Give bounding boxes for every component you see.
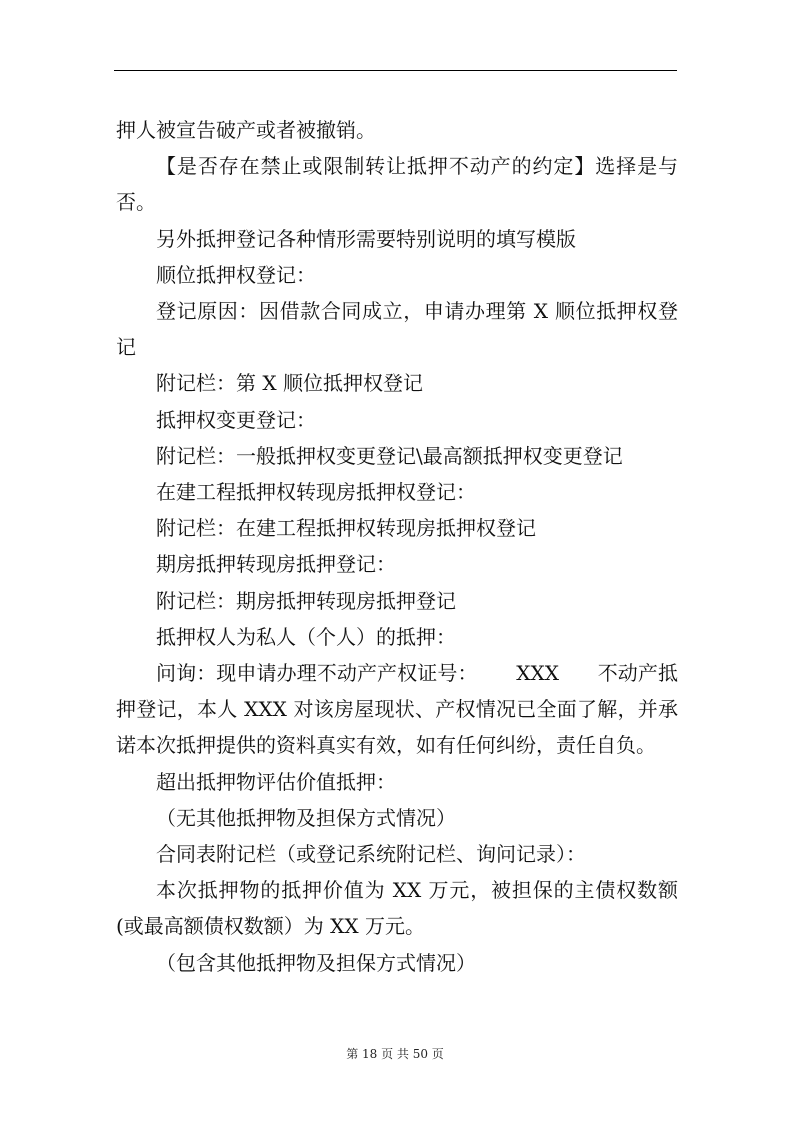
paragraph-4: 顺位抵押权登记： xyxy=(156,262,316,287)
paragraph-7: 抵押权变更登记： xyxy=(156,407,316,432)
paragraph-12: 附记栏：期房抵押转现房抵押登记 xyxy=(156,588,456,613)
paragraph-17: 合同表附记栏（或登记系统附记栏、询问记录）： xyxy=(156,842,586,867)
paragraph-19: （包含其他抵押物及担保方式情况） xyxy=(156,950,476,975)
paragraph-5: 登记原因：因借款合同成立，申请办理第 X 顺位抵押权登记 xyxy=(116,299,678,360)
header-rule xyxy=(114,70,677,71)
paragraph-18: 本次抵押物的抵押价值为 XX 万元，被担保的主债权数额(或最高额债权数额）为 XX 万元。 xyxy=(116,878,678,939)
paragraph-10: 附记栏：在建工程抵押权转现房抵押权登记 xyxy=(156,516,536,541)
document-body xyxy=(116,112,678,981)
paragraph-16: （无其他抵押物及担保方式情况） xyxy=(156,805,456,830)
paragraph-11: 期房抵押转现房抵押登记： xyxy=(156,552,396,577)
paragraph-9: 在建工程抵押权转现房抵押权登记： xyxy=(156,480,476,505)
paragraph-14: 问询：现申请办理不动产产权证号： XXX 不动产抵押登记，本人 XXX 对该房屋现状、产权情况已全面了解，并承诺本次抵押提供的资料真实有效，如有任何纠纷，责任自负。 xyxy=(116,661,678,758)
page-number: 第 18 页 共 50 页 xyxy=(346,1047,444,1061)
paragraph-15: 超出抵押物评估价值抵押： xyxy=(156,769,396,794)
paragraph-2: 【是否存在禁止或限制转让抵押不动产的约定】选择是与否。 xyxy=(116,154,678,215)
paragraph-13: 抵押权人为私人（个人）的抵押： xyxy=(156,624,456,649)
paragraph-6: 附记栏：第 X 顺位抵押权登记 xyxy=(156,371,423,396)
paragraph-3: 另外抵押登记各种情形需要特别说明的填写模版 xyxy=(156,226,576,251)
paragraph-1: 押人被宣告破产或者被撤销。 xyxy=(116,118,376,142)
paragraph-8: 附记栏：一般抵押权变更登记\最高额抵押权变更登记 xyxy=(156,443,623,468)
